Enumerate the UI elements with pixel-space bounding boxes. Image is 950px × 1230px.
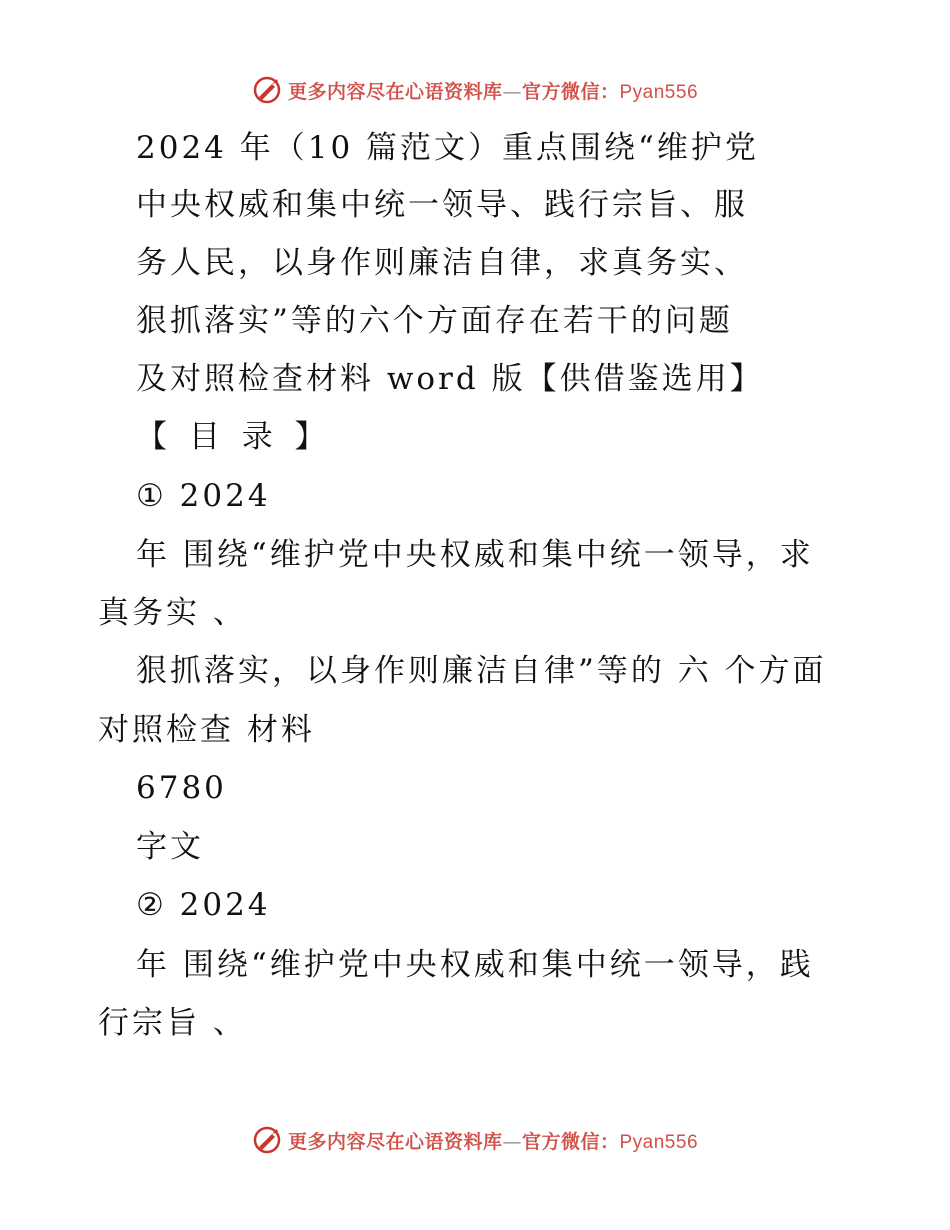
- toc-item-wordcount: 6780: [136, 770, 227, 806]
- toc-item-text: 年 围绕“维护党中央权威和集中统一领导，求: [136, 537, 814, 573]
- toc-heading: 【 目 录 】: [136, 419, 332, 455]
- watermark-text: 更多内容尽在心语资料库—官方微信：Pyan556: [287, 80, 699, 103]
- quill-logo-icon: [252, 75, 282, 105]
- title-line: 中央权威和集中统一领导、践行宗旨、服: [136, 187, 748, 223]
- toc-item-text: 对照检查 材料: [98, 712, 315, 748]
- watermark-text: 更多内容尽在心语资料库—官方微信：Pyan556: [287, 1130, 699, 1153]
- toc-item-number: ① 2024: [136, 478, 271, 514]
- toc-item-text: 狠抓落实，以身作则廉洁自律”等的 六 个方面: [136, 653, 827, 689]
- toc-item-number: ② 2024: [136, 887, 271, 923]
- header-watermark: [0, 70, 950, 110]
- toc-item-text: 真务实 、: [98, 595, 247, 631]
- title-line: 狠抓落实”等的六个方面存在若干的问题: [136, 303, 733, 339]
- toc-item-wordcount-unit: 字文: [136, 829, 204, 865]
- footer-watermark: [0, 1120, 950, 1160]
- title-line: 务人民，以身作则廉洁自律，求真务实、: [136, 245, 748, 281]
- toc-item-text: 年 围绕“维护党中央权威和集中统一领导，践: [136, 947, 814, 983]
- title-line: 及对照检查材料 word 版【供借鉴选用】: [136, 361, 764, 397]
- quill-logo-icon: [252, 1125, 282, 1155]
- toc-item-text: 行宗旨 、: [98, 1005, 247, 1041]
- title-line: 2024 年（10 篇范文）重点围绕“维护党: [136, 130, 759, 166]
